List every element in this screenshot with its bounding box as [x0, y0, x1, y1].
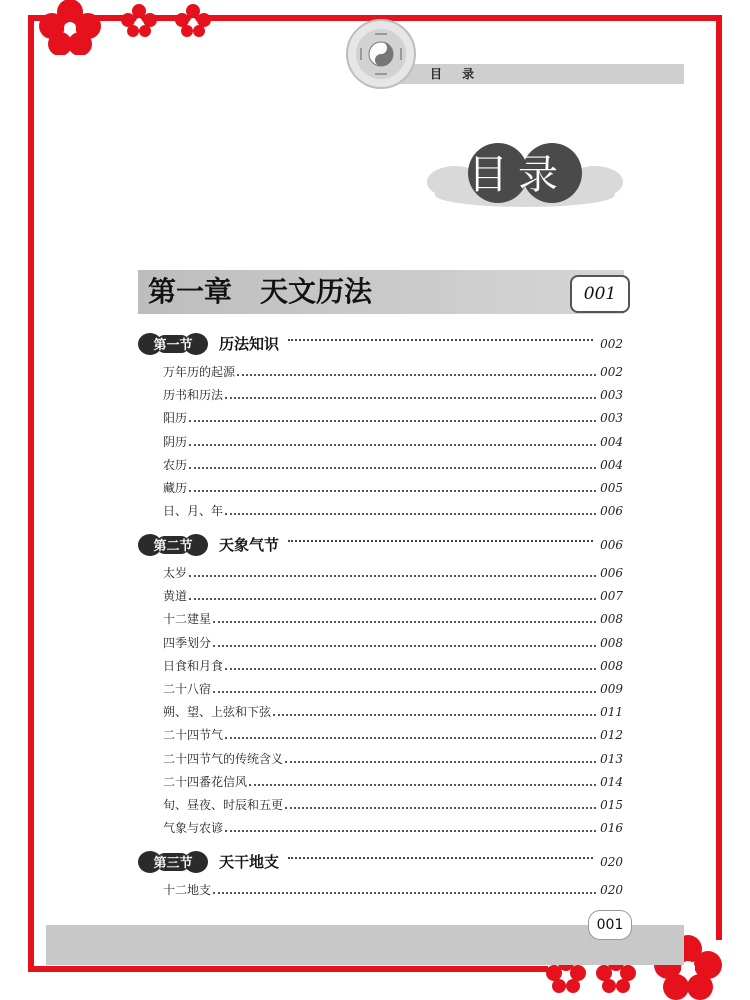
toc-entry-label: 农历 [163, 457, 188, 472]
section-title: 历法知识 [219, 335, 280, 353]
red-frame-right [716, 15, 722, 940]
toc-entry[interactable] [163, 748, 623, 768]
leader-dots [285, 807, 596, 809]
section-badge [138, 534, 208, 556]
running-header-label: 目 录 [430, 67, 483, 81]
toc-entry-label: 藏历 [163, 481, 188, 495]
toc-entry[interactable] [163, 562, 623, 582]
toc-entry-page-number: 004 [600, 434, 623, 449]
toc-entry-label: 气象与农谚 [163, 821, 224, 836]
toc-entry[interactable] [163, 655, 623, 675]
toc-entry[interactable] [163, 454, 623, 474]
toc-entry-page-number: 012 [600, 728, 623, 743]
toc-entry-label: 旬、昼夜、时辰和五更 [163, 798, 284, 812]
toc-entry-label: 二十八宿 [163, 682, 212, 696]
leader-dots [189, 575, 596, 577]
toc-entry-label: 历书和历法 [163, 388, 224, 403]
chapter-page-number: 001 [570, 275, 630, 313]
leader-dots [249, 784, 596, 786]
toc-entry[interactable] [163, 431, 623, 451]
toc-entry-label: 十二地支 [163, 883, 212, 897]
toc-entry[interactable] [163, 632, 623, 652]
toc-entry-page-number: 008 [600, 658, 623, 673]
toc-entry-page-number: 020 [600, 883, 623, 897]
bagua-emblem-icon [345, 18, 417, 90]
toc-entry-label: 日、月、年 [163, 504, 224, 519]
leader-dots [189, 467, 596, 469]
section-page-number: 020 [600, 855, 623, 869]
toc-entry-page-number: 015 [600, 798, 623, 812]
flower-ornament-small-1 [118, 4, 160, 38]
section-badge [138, 333, 208, 355]
leader-dots [288, 540, 593, 542]
section-title: 天干地支 [219, 853, 280, 871]
toc-entry[interactable] [163, 384, 623, 404]
section-badge [138, 851, 208, 873]
running-header-bar [370, 64, 684, 84]
toc-entry-label: 太岁 [163, 566, 188, 580]
toc-entry-label: 二十四节气的传统含义 [163, 751, 284, 766]
toc-entry-page-number: 013 [600, 751, 623, 766]
leader-dots [189, 490, 596, 492]
leader-dots [225, 737, 596, 739]
toc-entry[interactable] [163, 817, 623, 837]
leader-dots [285, 761, 596, 763]
chapter-title: 第一章 天文历法 [148, 275, 373, 308]
section-heading[interactable] [138, 851, 623, 873]
toc-entry-label: 阴历 [163, 434, 188, 449]
leader-dots [189, 420, 596, 422]
toc-entry[interactable] [163, 701, 623, 721]
toc-entry-page-number: 003 [600, 388, 623, 403]
leader-dots [189, 444, 596, 446]
toc-entry-page-number: 008 [600, 612, 623, 627]
leader-dots [213, 691, 596, 693]
svg-text:第三节: 第三节 [153, 856, 193, 871]
section-title: 天象气节 [219, 536, 280, 554]
toc-entry[interactable] [163, 678, 623, 698]
toc-entry[interactable] [163, 724, 623, 744]
leader-dots [225, 513, 596, 515]
leader-dots [288, 339, 593, 341]
toc-entry-page-number: 007 [600, 589, 623, 604]
page-title: 目录 [468, 152, 568, 198]
toc-entry-label: 黄道 [163, 589, 188, 604]
red-frame-bottom [28, 966, 548, 972]
toc-entry[interactable] [163, 585, 623, 605]
section-page-number: 002 [600, 337, 623, 351]
leader-dots [225, 668, 596, 670]
footer-page-number: 001 [588, 910, 632, 940]
toc-entry-label: 日食和月食 [163, 658, 224, 673]
leader-dots [225, 397, 596, 399]
toc-entry[interactable] [163, 407, 623, 427]
toc-entry-page-number: 009 [600, 682, 623, 696]
toc-entry[interactable] [163, 771, 623, 791]
toc-entry-page-number: 003 [600, 411, 623, 426]
toc-entry-page-number: 016 [600, 821, 623, 836]
toc-entry-label: 二十四节气 [163, 728, 224, 743]
flower-ornament-small-2 [172, 4, 214, 38]
red-frame-left [28, 15, 34, 970]
section-heading[interactable] [138, 534, 623, 556]
leader-dots [273, 714, 596, 716]
toc-entry-label: 四季划分 [163, 635, 212, 650]
toc-entry-page-number: 002 [600, 365, 623, 379]
toc-entry-page-number: 004 [600, 457, 623, 472]
toc-entry-label: 万年历的起源 [163, 365, 236, 379]
section-heading[interactable] [138, 333, 623, 355]
toc-entry-page-number: 006 [600, 504, 623, 519]
toc-entry[interactable] [163, 608, 623, 628]
flower-ornament-top-left [30, 0, 110, 55]
leader-dots [189, 598, 596, 600]
toc-entry-page-number: 011 [600, 705, 623, 720]
leader-dots [213, 892, 596, 894]
toc-entry-page-number: 005 [600, 481, 623, 495]
toc-entry-page-number: 008 [600, 635, 623, 650]
svg-text:第二节: 第二节 [153, 539, 193, 554]
toc-entry-label: 朔、望、上弦和下弦 [163, 705, 272, 720]
toc-entry-label: 二十四番花信风 [163, 774, 248, 789]
toc-entry[interactable] [163, 500, 623, 520]
section-page-number: 006 [600, 538, 623, 552]
toc-entry[interactable] [163, 794, 623, 814]
toc-entry[interactable] [163, 477, 623, 497]
leader-dots [213, 621, 596, 623]
toc-entry[interactable] [163, 879, 623, 899]
leader-dots [213, 645, 596, 647]
toc-entry-page-number: 006 [600, 566, 623, 580]
svg-text:第一节: 第一节 [153, 338, 193, 353]
toc-entry[interactable] [163, 361, 623, 381]
leader-dots [237, 374, 596, 376]
toc-entry-label: 阳历 [163, 411, 188, 426]
toc-entry-page-number: 014 [600, 774, 623, 789]
leader-dots [288, 857, 593, 859]
toc-entry-label: 十二建星 [163, 612, 212, 627]
leader-dots [225, 830, 596, 832]
